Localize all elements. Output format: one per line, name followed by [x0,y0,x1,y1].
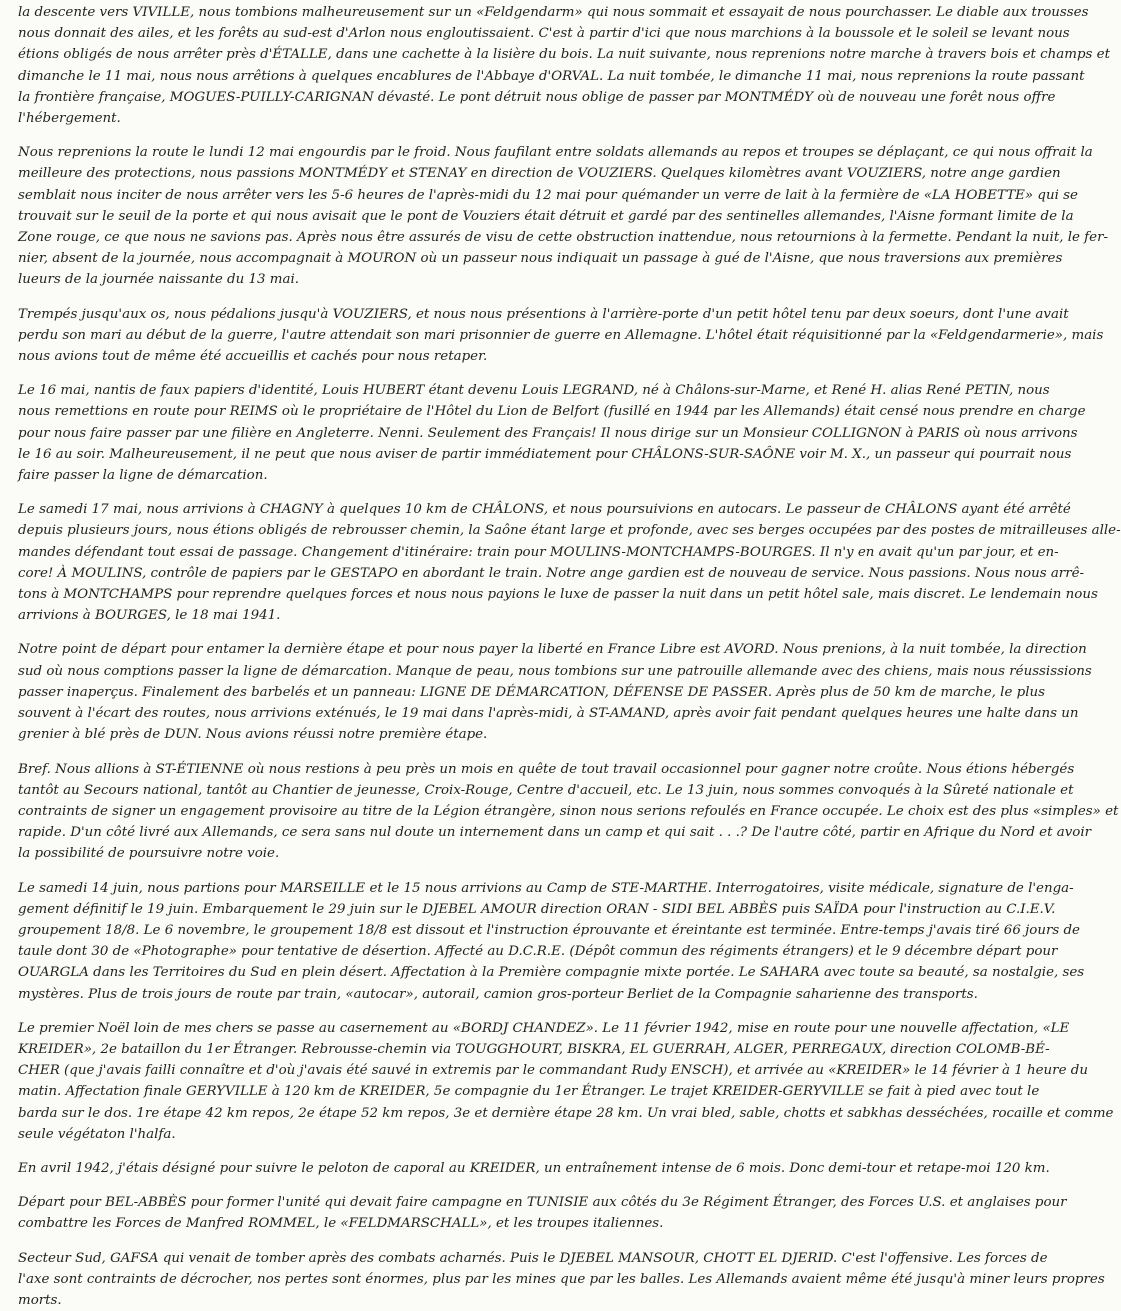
text-line: taule dont 30 de «Photographe» pour tentative de désertion. Affecté au D.C.R.E. (Dépôt commun des régiments étrangers) et le 9 décembre départ pour [18,944,1058,960]
text-line: depuis plusieurs jours, nous étions obligés de rebrousser chemin, la Saône étant large et profonde, avec ses berges occupées par des postes de mitrailleuses alle- [18,523,1121,539]
text-line: Secteur Sud, GAFSA qui venait de tomber après des combats acharnés. Puis le DJEBEL MANSOUR, CHOTT EL DJERID. C'est l'offensive. Les forces de [18,1250,1048,1266]
text-line: OUARGLA dans les Territoires du Sud en plein désert. Affectation à la Première compagnie mixte portée. Le SAHARA avec toute sa beauté, sa nostalgie, ses [18,965,1085,981]
text-line: nier, absent de la journée, nous accompagnait à MOURON où un passeur nous indiquait un passage à gué de l'Aisne, que nous traversions aux premières [18,251,1063,267]
text-line: KREIDER», 2e bataillon du 1er Étranger. Rebrousse-chemin via TOUGGHOURT, BISKRA, EL GUERRAH, ALGER, PERREGAUX, direction COLOMB-BÉ- [18,1041,1050,1057]
text-line: Le samedi 17 mai, nous arrivions à CHAGNY à quelques 10 km de CHÂLONS, et nous poursuivions en autocars. Le passeur de CHÂLONS ayant été arrêté [18,502,1071,518]
text-line: la frontière française, MOGUES-PUILLY-CARIGNAN dévasté. Le pont détruit nous oblige de passer par MONTMÉDY où de nouveau une forêt nous offre [18,89,1056,105]
text-line: le 16 au soir. Malheureusement, il ne peut que nous aviser de partir immédiatement pour CHÂLONS-SUR-SAÔNE voir M. X., un passeur qui pourrait nous [18,446,1072,462]
paragraph [18,1192,1067,1234]
text-line: meilleure des protections, nous passions MONTMÉDY et STENAY en direction de VOUZIERS. Quelques kilomètres avant VOUZIERS, notre ange gardien [18,166,1061,182]
text-line: Nous reprenions la route le lundi 12 mai engourdis par le froid. Nous faufilant entre soldats allemands au repos et troupes se déplaçant, ce qui nous offrait la [18,145,1093,161]
paragraph [18,878,1085,1005]
text-line: Zone rouge, ce que nous ne savions pas. Après nous être assurés de visu de cette obstruction inattendue, nous retournions à la fermette. Pendant la nuit, le fer- [18,230,1108,246]
text-line: nous donnait des ailes, et les forêts au sud-est d'Arlon nous engloutissaient. C'est à partir d'ici que nous marchions à la boussole et le soleil se levant nous [18,26,1070,42]
text-line: Le samedi 14 juin, nous partions pour MARSEILLE et le 15 nous arrivions au Camp de STE-MARTHE. Interrogatoires, visite médicale, signature de l'enga- [18,880,1074,896]
text-line: faire passer la ligne de démarcation. [18,468,268,484]
text-line: CHER (que j'avais failli connaître et d'où j'avais été sauvé in extremis par le commandant Rudy ENSCH), et arrivée au «KREIDER» le 14 février à 1 heure du [18,1063,1088,1079]
paragraph [18,380,1086,486]
text-line: contraints de signer un engagement provisoire au titre de la Légion étrangère, sinon nous serions refoulés en France occupée. Le choix est des plus «simples» et [18,803,1119,819]
text-line: perdu son mari au début de la guerre, l'autre attendait son mari prisonnier de guerre en Allemagne. L'hôtel était réquisitionné par la «Feldgendarmerie», mais [18,327,1104,343]
text-line: lueurs de la journée naissante du 13 mai. [18,272,300,288]
paragraph [18,2,1110,129]
paragraph [18,1018,1114,1145]
text-line: Départ pour BEL-ABBÈS pour former l'unité qui devait faire campagne en TUNISIE aux côtés du 3e Régiment Étranger, des Forces U.S. et anglaises pour [18,1195,1067,1211]
paragraph [18,1248,1105,1311]
text-line: arrivions à BOURGES, le 18 mai 1941. [18,608,281,624]
text-line: Trempés jusqu'aux os, nous pédalions jusqu'à VOUZIERS, et nous nous présentions à l'arrière-porte d'un petit hôtel tenu par deux soeurs, dont l'une avait [18,306,1069,322]
text-line: nous avions tout de même été accueillis et cachés pour nous retaper. [18,349,488,365]
paragraph [18,759,1119,865]
text-line: Le 16 mai, nantis de faux papiers d'identité, Louis HUBERT étant devenu Louis LEGRAND, né à Châlons-sur-Marne, et René H. alias René PETIN, nous [18,383,1050,399]
paragraph [18,639,1092,745]
text-line: nous remettions en route pour REIMS où le propriétaire de l'Hôtel du Lion de Belfort (fusillé en 1944 par les Allemands) était censé nous prendre en charge [18,404,1086,420]
text-line: semblait nous inciter de nous arrêter vers les 5-6 heures de l'après-midi du 12 mai pour quémander un verre de lait à la fermière de «LA HOBETTE» qui se [18,187,1078,203]
text-line: mandes défendant tout essai de passage. Changement d'itinéraire: train pour MOULINS-MONTCHAMPS-BOURGES. Il n'y en avait qu'un par jour, et en- [18,544,1059,560]
text-line: groupement 18/8. Le 6 novembre, le groupement 18/8 est dissout et l'instruction éprouvante et éreintante est terminée. Entre-temps j'avais tiré 66 jours de [18,922,1080,938]
paragraph [18,142,1108,290]
text-line: tantôt au Secours national, tantôt au Chantier de jeunesse, Croix-Rouge, Centre d'accueil, etc. Le 13 juin, nous sommes convoqués à la Sûreté nationale et [18,782,1074,798]
text-line: core! À MOULINS, contrôle de papiers par le GESTAPO en abordant le train. Notre ange gardien est de nouveau de service. Nous passions. Nous nous arrê- [18,565,1085,581]
text-line: sud où nous comptions passer la ligne de démarcation. Manque de peau, nous tombions sur une patrouille allemande avec des chiens, mais nous réussissions [18,663,1092,679]
text-line: souvent à l'écart des routes, nous arrivions exténués, le 19 mai dans l'après-midi, à ST-AMAND, après avoir fait pendant quelques heures une halte dans un [18,706,1079,722]
text-line: l'axe sont contraints de décrocher, nos pertes sont énormes, plus par les mines que par les balles. Les Allemands avaient même été jusqu'à miner leurs propres [18,1271,1105,1287]
text-line: tons à MONTCHAMPS pour reprendre quelques forces et nous nous payions le luxe de passer la nuit dans un petit hôtel sale, mais discret. Le lendemain nous [18,587,1098,603]
text-line: dimanche le 11 mai, nous nous arrêtions à quelques encablures de l'Abbaye d'ORVAL. La nuit tombée, le dimanche 11 mai, nous reprenions la route passant [18,68,1085,84]
text-line: combattre les Forces de Manfred ROMMEL, le «FELDMARSCHALL», et les troupes italiennes. [18,1216,664,1232]
text-line: En avril 1942, j'étais désigné pour suivre le peloton de caporal au KREIDER, un entraînement intense de 6 mois. Donc demi-tour et retape-moi 120 km. [18,1160,1050,1176]
text-line: mystères. Plus de trois jours de route par train, «autocar», autorail, camion gros-porteur Berliet de la Compagnie saharienne des transports. [18,986,978,1002]
text-line: grenier à blé près de DUN. Nous avions réussi notre première étape. [18,727,488,743]
text-line: morts. [18,1292,62,1308]
text-line: trouvait sur le seuil de la porte et qui nous avisait que le pont de Vouziers était détruit et gardé par des sentinelles allemandes, l'Aisne formant limite de la [18,208,1074,224]
text-line: matin. Affectation finale GERYVILLE à 120 km de KREIDER, 5e compagnie du 1er Étranger. Le trajet KREIDER-GERYVILLE se fait à pied avec tout le [18,1084,1040,1100]
text-line: Notre point de départ pour entamer la dernière étape et pour nous payer la liberté en France Libre est AVORD. Nous prenions, à la nuit tombée, la direction [18,642,1087,658]
text-line: passer inaperçus. Finalement des barbelés et un panneau: LIGNE DE DÉMARCATION, DÉFENSE DE PASSER. Après plus de 50 km de marche, le plus [18,684,1045,700]
text-line: Bref. Nous allions à ST-ÉTIENNE où nous restions à peu près un mois en quête de tout travail occasionnel pour gagner notre croûte. Nous étions hébergés [18,761,1075,777]
paragraph [18,1158,1050,1179]
text-line: la possibilité de poursuivre notre voie. [18,846,280,862]
text-line: l'hébergement. [18,111,121,127]
text-line: la descente vers VIVILLE, nous tombions malheureusement sur un «Feldgendarm» qui nous sommait et essayait de nous pourchasser. Le diable aux trousses [18,5,1089,20]
text-line: rapide. D'un côté livré aux Allemands, ce sera sans nul doute un internement dans un camp et qui sait . . .? De l'autre côté, partir en Afrique du Nord et avoir [18,825,1092,841]
text-line: étions obligés de nous arrêter près d'ÉTALLE, dans une cachette à la lisière du bois. La nuit suivante, nous reprenions notre marche à travers bois et champs et [18,47,1110,63]
paragraph [18,499,1121,626]
text-line: pour nous faire passer par une filière en Angleterre. Nenni. Seulement des Français! Il nous dirige sur un Monsieur COLLIGNON à PARIS où nous arrivons [18,425,1078,441]
text-line: barda sur le dos. 1re étape 42 km repos, 2e étape 52 km repos, 3e et dernière étape 28 km. Un vrai bled, sable, chotts et sabkhas desséchées, rocaille et comme [18,1105,1114,1121]
text-line: gement définitif le 19 juin. Embarquement le 29 juin sur le DJEBEL AMOUR direction ORAN - SIDI BEL ABBÈS puis SAÏDA pour l'instruction au C.I.E.V. [18,901,1056,917]
paragraph [18,304,1104,368]
text-line: seule végétaton l'halfa. [18,1126,176,1142]
text-line: Le premier Noël loin de mes chers se passe au casernement au «BORDJ CHANDEZ». Le 11 février 1942, mise en route pour une nouvelle affectation, «LE [18,1020,1070,1036]
